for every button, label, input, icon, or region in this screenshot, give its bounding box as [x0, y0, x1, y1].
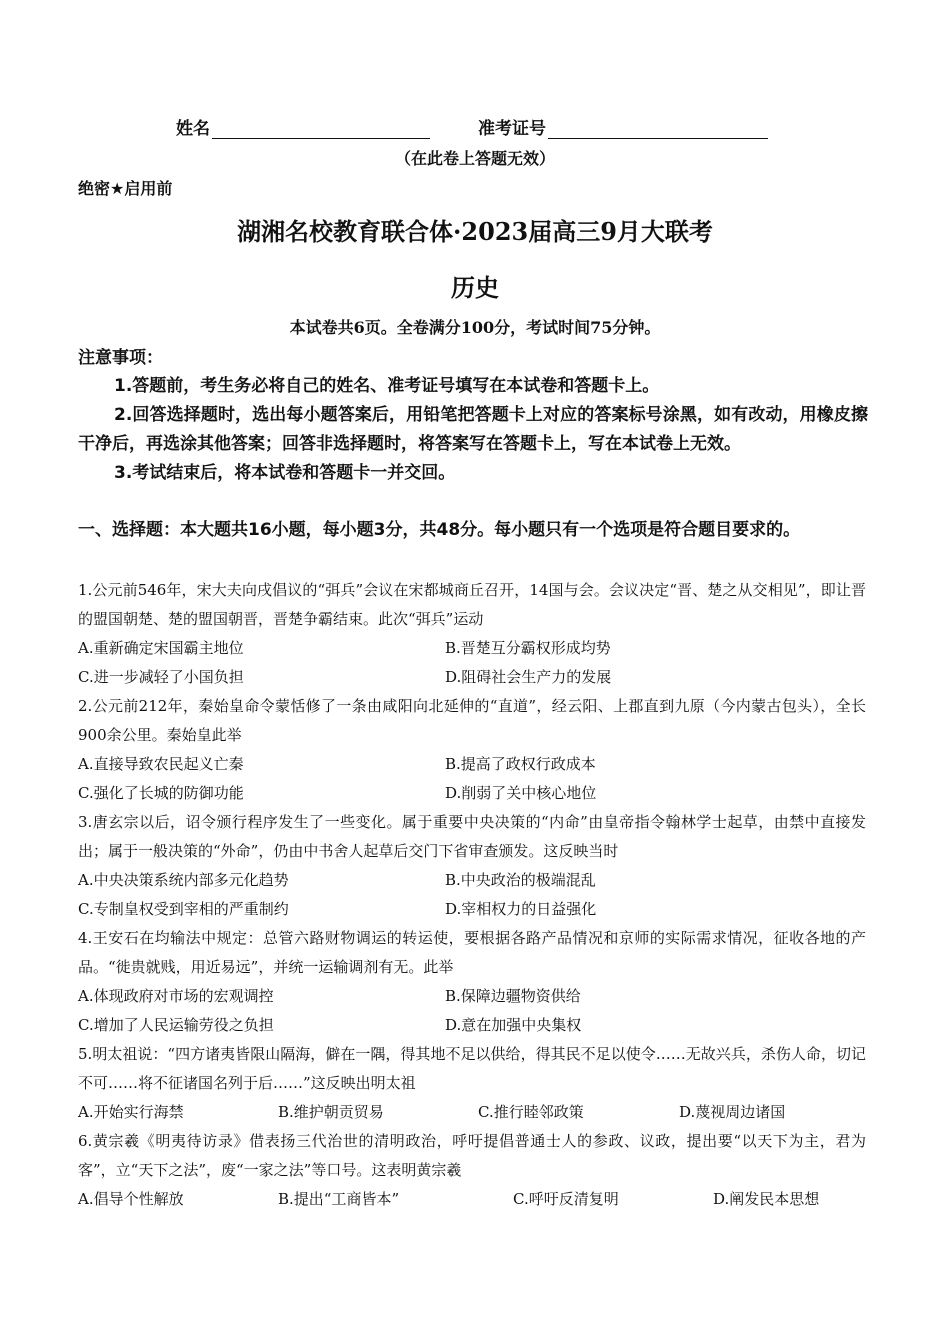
option-a: A.中央决策系统内部多元化趋势	[78, 871, 289, 889]
option-b: B.维护朝贡贸易	[278, 1103, 384, 1121]
option-b: B.中央政治的极端混乱	[445, 871, 596, 889]
option-a: A.倡导个性解放	[78, 1190, 184, 1208]
notes-heading: 注意事项：	[78, 348, 163, 368]
options-row	[78, 779, 866, 808]
option-a: A.开始实行海禁	[78, 1103, 184, 1121]
option-b: B.提出“工商皆本”	[278, 1190, 400, 1208]
subject-title: 历史	[451, 273, 499, 302]
notes-section	[78, 344, 868, 488]
invalid-note: （在此卷上答题无效）	[394, 149, 555, 168]
option-d: D.削弱了关中核心地位	[445, 784, 597, 802]
secret-mark: 绝密★启用前	[78, 179, 173, 198]
question-3	[78, 808, 866, 924]
question-stem: 5.明太祖说：“四方诸夷皆限山隔海，僻在一隅，得其地不足以供给，得其民不足以使令……无故兴兵，杀伤人命，切记不可……将不征诸国名列于后……”这反映出明太祖	[78, 1045, 866, 1092]
questions-list	[78, 576, 866, 1214]
question-stem: 6.黄宗羲《明夷待访录》借表扬三代治世的清明政治，呼吁提倡普通士人的参政、议政，提出要“以天下为主，君为客”，立“天下之法”，废“一家之法”等口号。这表明黄宗羲	[78, 1132, 866, 1179]
options-row	[78, 663, 866, 692]
question-stem: 2.公元前212年，秦始皇命令蒙恬修了一条由咸阳向北延伸的“直道”，经云阳、上郡直到九原（今内蒙古包头），全长900余公里。秦始皇此举	[78, 697, 866, 744]
question-5	[78, 1040, 866, 1127]
question-1	[78, 576, 866, 692]
note-item: 2.回答选择题时，选出每小题答案后，用铅笔把答题卡上对应的答案标号涂黑，如有改动，用橡皮擦干净后，再选涂其他答案；回答非选择题时，将答案写在答题卡上，写在本试卷上无效。	[78, 405, 868, 454]
exam-info: 本试卷共6页。全卷满分100分，考试时间75分钟。	[289, 318, 661, 337]
option-d: D.蔑视周边诸国	[679, 1103, 786, 1121]
candidate-info-row	[0, 114, 950, 140]
options-row	[78, 1098, 866, 1127]
name-blank-line	[212, 118, 430, 139]
option-d: D.意在加强中央集权	[445, 1016, 582, 1034]
exam-number-field	[478, 114, 768, 139]
question-stem: 1.公元前546年，宋大夫向戌倡议的“弭兵”会议在宋都城商丘召开，14国与会。会议决定“晋、楚之从交相见”，即让晋的盟国朝楚、楚的盟国朝晋，晋楚争霸结束。此次“弭兵”运动	[78, 581, 866, 628]
option-a: A.体现政府对市场的宏观调控	[78, 987, 274, 1005]
name-field	[176, 114, 430, 139]
question-6	[78, 1127, 866, 1214]
option-c: C.强化了长城的防御功能	[78, 784, 244, 802]
option-c: C.推行睦邻政策	[478, 1103, 584, 1121]
options-row	[78, 634, 866, 663]
exam-title: 湖湘名校教育联合体·2023届高三9月大联考	[237, 217, 713, 246]
section-title: 一、选择题：本大题共16小题，每小题3分，共48分。每小题只有一个选项是符合题目要求的。	[78, 520, 801, 540]
option-d: D.阐发民本思想	[713, 1190, 820, 1208]
question-stem: 3.唐玄宗以后，诏令颁行程序发生了一些变化。属于重要中央决策的“内命”由皇帝指令翰林学士起草，由禁中直接发出；属于一般决策的“外命”，仍由中书舍人起草后交门下省审查颁发。这反映当时	[78, 813, 866, 860]
name-label: 姓名	[176, 119, 210, 139]
option-c: C.专制皇权受到宰相的严重制约	[78, 900, 289, 918]
options-row	[78, 866, 866, 895]
options-row	[78, 982, 866, 1011]
question-4	[78, 924, 866, 1040]
note-item: 3.考试结束后，将本试卷和答题卡一并交回。	[114, 463, 456, 483]
options-row	[78, 895, 866, 924]
options-row	[78, 750, 866, 779]
option-d: D.阻碍社会生产力的发展	[445, 668, 612, 686]
option-b: B.提高了政权行政成本	[445, 755, 596, 773]
options-row	[78, 1185, 866, 1214]
options-row	[78, 1011, 866, 1040]
option-c: C.进一步减轻了小国负担	[78, 668, 244, 686]
option-c: C.增加了人民运输劳役之负担	[78, 1016, 274, 1034]
option-c: C.呼吁反清复明	[513, 1190, 619, 1208]
question-2	[78, 692, 866, 808]
option-b: B.晋楚互分霸权形成均势	[445, 639, 611, 657]
option-a: A.重新确定宋国霸主地位	[78, 639, 244, 657]
exam-number-blank-line	[548, 118, 768, 139]
option-b: B.保障边疆物资供给	[445, 987, 581, 1005]
note-item: 1.答题前，考生务必将自己的姓名、准考证号填写在本试卷和答题卡上。	[114, 376, 660, 396]
option-a: A.直接导致农民起义亡秦	[78, 755, 244, 773]
question-stem: 4.王安石在均输法中规定：总管六路财物调运的转运使，要根据各路产品情况和京师的实际需求情况，征收各地的产品。“徙贵就贱，用近易远”，并统一运输调剂有无。此举	[78, 929, 866, 976]
option-d: D.宰相权力的日益强化	[445, 900, 597, 918]
exam-number-label: 准考证号	[478, 119, 546, 139]
